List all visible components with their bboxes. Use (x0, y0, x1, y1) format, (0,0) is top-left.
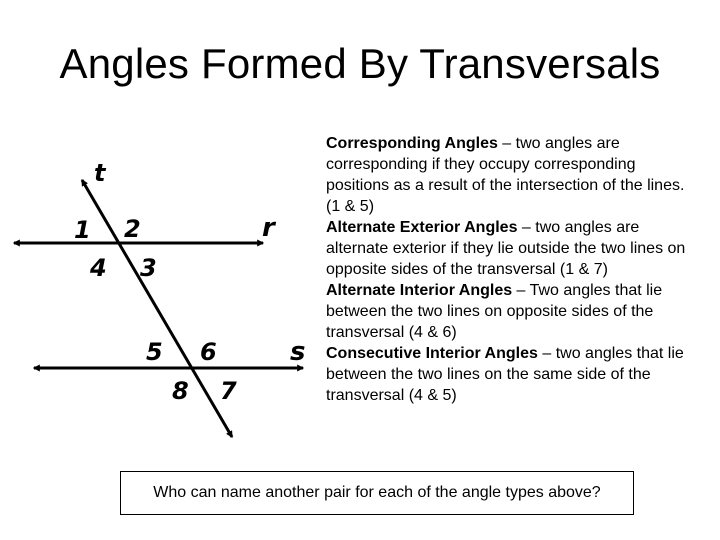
definition-alternate-exterior (326, 217, 696, 280)
transversal-diagram (0, 150, 320, 450)
transversal-t (82, 180, 232, 437)
definition-alternate-interior (326, 280, 696, 343)
angle-label-4: 4 (90, 254, 107, 282)
transversal-label: t (94, 159, 106, 187)
angle-label-7: 7 (220, 377, 237, 405)
angle-label-1: 1 (74, 216, 91, 244)
definition-term: Alternate Interior Angles (326, 282, 513, 299)
definition-separator: – (497, 135, 516, 152)
line-r-label: r (262, 213, 275, 243)
definition-term: Consecutive Interior Angles (326, 345, 538, 362)
definition-consecutive-interior (326, 343, 696, 406)
angle-label-6: 6 (200, 338, 217, 366)
definition-separator: – (517, 219, 536, 236)
definition-text: two angles are alternate exterior if they lie outside the two lines on opposite sides of the transversal (1 & 7) (326, 219, 686, 278)
definition-corresponding (326, 133, 696, 217)
slide-title: Angles Formed By Transversals (59, 40, 661, 87)
question-text: Who can name another pair for each of the angle types above? (153, 484, 601, 501)
question-box (120, 471, 634, 515)
angle-label-5: 5 (146, 338, 163, 366)
angle-label-2: 2 (124, 215, 141, 243)
definition-text: Two angles that lie between the two lines on opposite sides of the transversal (4 & 6) (326, 282, 663, 341)
definition-text: two angles that lie between the two lines on the same side of the transversal (4 & 5) (326, 345, 684, 404)
line-s-label: s (290, 337, 306, 367)
definitions-list (326, 133, 696, 406)
definition-term: Alternate Exterior Angles (326, 219, 518, 236)
angle-label-8: 8 (172, 377, 189, 405)
definition-separator: – (512, 282, 530, 299)
angle-label-3: 3 (140, 254, 157, 282)
definition-separator: – (537, 345, 556, 362)
definition-text: two angles are corresponding if they occupy corresponding positions as a result of the intersection of the lines. (1 & 5) (326, 135, 685, 215)
definition-term: Corresponding Angles (326, 135, 498, 152)
